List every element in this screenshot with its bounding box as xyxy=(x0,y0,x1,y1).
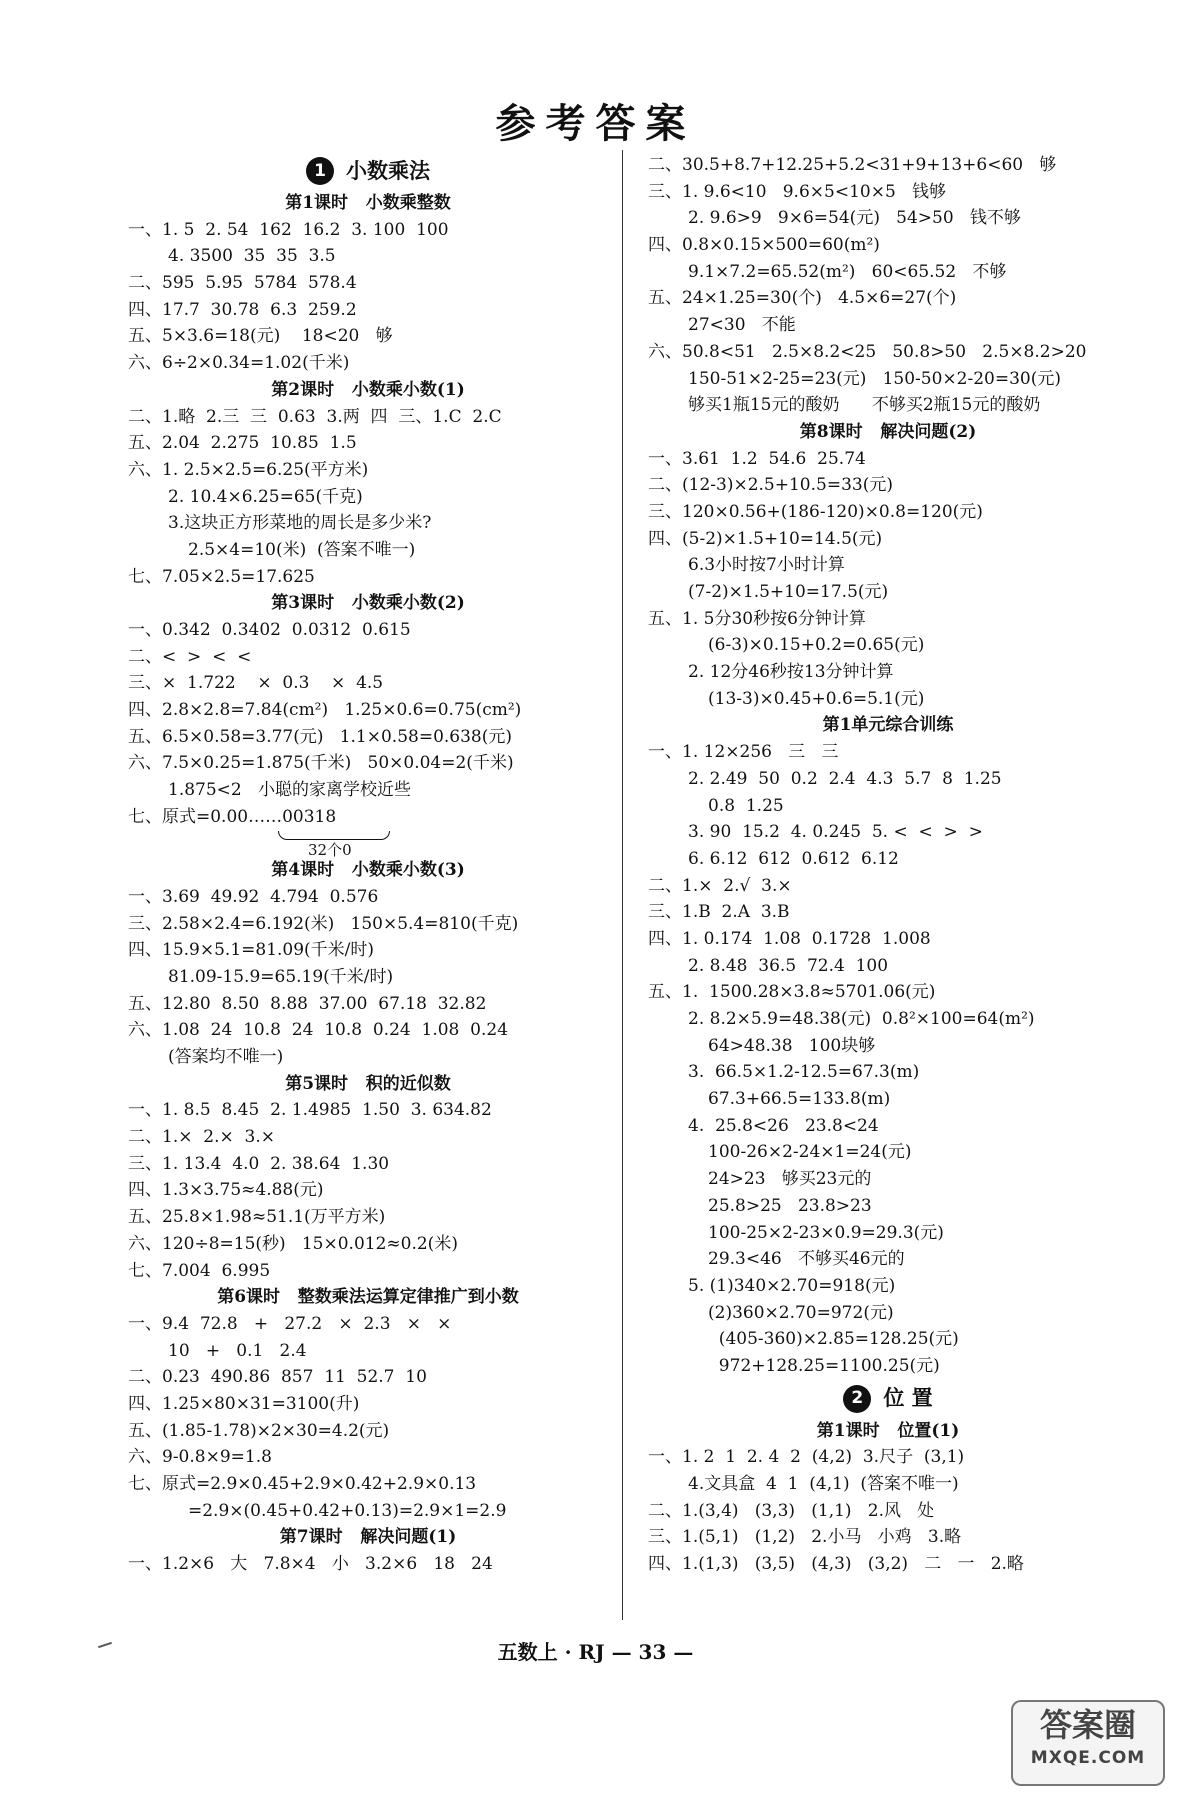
answer-line: 二、1.× 2.× 3.× xyxy=(128,1127,276,1148)
unit-heading xyxy=(128,154,608,188)
answer-line: 五、5×3.6=18(元) 18<20 够 xyxy=(128,326,393,347)
answer-line: 4. 3500 35 35 3.5 xyxy=(168,246,336,267)
answer-line: (7-2)×1.5+10=17.5(元) xyxy=(688,582,889,602)
answer-line: 2. 8.2×5.9=48.38(元) 0.8²×100=64(m²) xyxy=(688,1009,1035,1029)
answer-line: (2)360×2.70=972(元) xyxy=(708,1302,894,1323)
answer-line: 四、1.25×80×31=3100(升) xyxy=(128,1393,360,1414)
answer-line: 2. 10.4×6.25=65(千克) xyxy=(168,486,363,507)
lesson-heading: 第5课时 积的近似数 xyxy=(285,1073,451,1094)
lesson-heading: 第2课时 小数乘小数(1) xyxy=(271,379,465,400)
answer-line: (405-360)×2.85=128.25(元) xyxy=(708,1329,959,1350)
answer-line: 9.1×7.2=65.52(m²) 60<65.52 不够 xyxy=(688,261,1007,282)
answer-line: 四、1.(1,3) (3,5) (4,3) (3,2) 二 一 2.略 xyxy=(648,1554,1024,1575)
answer-line: 五、24×1.25=30(个) 4.5×6=27(个) xyxy=(648,288,957,309)
answer-line: 29.3<46 不够买46元的 xyxy=(708,1249,905,1270)
answer-line: 二、595 5.95 5784 578.4 xyxy=(128,273,357,294)
lesson-heading: 第3课时 小数乘小数(2) xyxy=(271,593,465,614)
answer-line: 四、(5-2)×1.5+10=14.5(元) xyxy=(648,528,883,549)
brace-label: 32个0 xyxy=(308,840,352,859)
unit-title: 小数乘法 xyxy=(346,157,430,183)
lesson-heading: 第7课时 解决问题(1) xyxy=(279,1527,457,1548)
lesson-heading: 第4课时 小数乘小数(3) xyxy=(271,860,465,881)
answer-line: 五、12.80 8.50 8.88 37.00 67.18 32.82 xyxy=(128,993,487,1014)
unit-number-badge: 2 xyxy=(843,1385,871,1413)
answer-line: 10 + 0.1 2.4 xyxy=(168,1340,307,1361)
watermark-logo xyxy=(1011,1700,1165,1786)
answer-line: 24>23 够买23元的 xyxy=(708,1169,872,1190)
brace-annotation xyxy=(128,831,608,858)
lesson-heading: 第1课时 位置(1) xyxy=(816,1420,960,1441)
answer-line: 四、1. 0.174 1.08 0.1728 1.008 xyxy=(648,928,931,949)
answer-line: 一、1. 8.5 8.45 2. 1.4985 1.50 3. 634.82 xyxy=(128,1100,492,1121)
unit-number-badge: 1 xyxy=(306,157,334,185)
answer-line: 一、1. 5 2. 54 162 16.2 3. 100 100 xyxy=(128,219,449,240)
answer-line: 五、25.8×1.98≈51.1(万平方米) xyxy=(128,1207,386,1228)
answer-line: 三、120×0.56+(186-120)×0.8=120(元) xyxy=(648,501,983,522)
answer-line: 六、50.8<51 2.5×8.2<25 50.8>50 2.5×8.2>20 xyxy=(648,341,1087,362)
lesson-heading: 第6课时 整数乘法运算定律推广到小数 xyxy=(217,1287,519,1308)
page-footer: 五数上 · RJ — 33 — xyxy=(497,1640,694,1664)
watermark-title: 答案圈 xyxy=(1039,1706,1136,1744)
answer-line: 三、× 1.722 × 0.3 × 4.5 xyxy=(128,673,384,694)
answer-line: 3.这块正方形菜地的周长是多少米? xyxy=(168,513,432,534)
answer-line: 0.8 1.25 xyxy=(708,795,784,816)
answer-line: 1.875<2 小聪的家离学校近些 xyxy=(168,780,411,801)
answer-line: 七、原式=0.00……00318 xyxy=(128,806,337,827)
answer-line: 二、(12-3)×2.5+10.5=33(元) xyxy=(648,475,893,496)
answer-line: 三、1. 9.6<10 9.6×5<10×5 钱够 xyxy=(648,181,946,202)
answer-line: 2.5×4=10(米) (答案不唯一) xyxy=(188,539,416,560)
answer-line: 五、6.5×0.58=3.77(元) 1.1×0.58=0.638(元) xyxy=(128,726,513,747)
right-column xyxy=(648,152,1128,1578)
answer-line: 六、1. 2.5×2.5=6.25(平方米) xyxy=(128,459,369,480)
answer-line: 五、1. 5分30秒按6分钟计算 xyxy=(648,608,866,629)
answer-line: 100-25×2-23×0.9=29.3(元) xyxy=(708,1222,944,1243)
answer-line: 二、0.23 490.86 857 11 52.7 10 xyxy=(128,1367,427,1388)
answer-line: 六、120÷8=15(秒) 15×0.012≈0.2(米) xyxy=(128,1233,458,1254)
answer-line: 七、原式=2.9×0.45+2.9×0.42+2.9×0.13 xyxy=(128,1474,477,1494)
answer-line: 64>48.38 100块够 xyxy=(708,1035,876,1056)
answer-line: 三、1.(5,1) (1,2) 2.小马 小鸡 3.略 xyxy=(648,1527,962,1548)
answer-line: 6.3小时按7小时计算 xyxy=(688,555,845,576)
answer-line: 四、1.3×3.75≈4.88(元) xyxy=(128,1180,324,1201)
answer-line: 五、2.04 2.275 10.85 1.5 xyxy=(128,433,357,454)
answer-line: 2. 12分46秒按13分钟计算 xyxy=(688,662,894,683)
watermark-url: MXQE.COM xyxy=(1030,1748,1146,1768)
answer-line: 2. 8.48 36.5 72.4 100 xyxy=(688,955,889,976)
answer-line: 2. 2.49 50 0.2 2.4 4.3 5.7 8 1.25 xyxy=(688,768,1002,789)
left-column xyxy=(128,152,608,1578)
answer-line: 四、0.8×0.15×500=60(m²) xyxy=(648,235,880,256)
answer-line: =2.9×(0.45+0.42+0.13)=2.9×1=2.9 xyxy=(188,1500,507,1521)
answer-line: 一、1. 2 1 2. 4 2 (4,2) 3.尺子 (3,1) xyxy=(648,1447,965,1468)
answer-line: 6. 6.12 612 0.612 6.12 xyxy=(688,848,899,869)
answer-line: 七、7.004 6.995 xyxy=(128,1260,271,1281)
answer-line: (6-3)×0.15+0.2=0.65(元) xyxy=(708,635,925,656)
unit-heading xyxy=(648,1382,1128,1416)
answer-line: 够买1瓶15元的酸奶 不够买2瓶15元的酸奶 xyxy=(688,395,1041,416)
answer-line: 二、1.× 2.√ 3.× xyxy=(648,875,792,896)
answer-line: 六、7.5×0.25=1.875(千米) 50×0.04=2(千米) xyxy=(128,753,514,774)
answer-line: 四、17.7 30.78 6.3 259.2 xyxy=(128,299,357,320)
answer-line: 二、1.略 2.三 三 0.63 3.两 四 三、1.C 2.C xyxy=(128,406,502,427)
answer-line: 三、2.58×2.4=6.192(米) 150×5.4=810(千克) xyxy=(128,913,519,934)
answer-line: 25.8>25 23.8>23 xyxy=(708,1195,872,1216)
lesson-heading: 第1单元综合训练 xyxy=(822,715,954,736)
column-divider xyxy=(622,150,623,1620)
answer-line: 一、0.342 0.3402 0.0312 0.615 xyxy=(128,620,411,640)
answer-line: 六、6÷2×0.34=1.02(千米) xyxy=(128,353,350,374)
answer-line: 五、1. 1500.28×3.8≈5701.06(元) xyxy=(648,982,936,1003)
answer-line: 3. 66.5×1.2-12.5=67.3(m) xyxy=(688,1062,920,1083)
answer-line: 67.3+66.5=133.8(m) xyxy=(708,1089,891,1110)
answer-line: 3. 90 15.2 4. 0.245 5. < < > > xyxy=(688,822,983,843)
answer-line: 150-51×2-25=23(元) 150-50×2-20=30(元) xyxy=(688,368,1062,389)
answer-line: 5. (1)340×2.70=918(元) xyxy=(688,1275,896,1296)
answer-line: 972+128.25=1100.25(元) xyxy=(708,1355,940,1376)
answer-line: 100-26×2-24×1=24(元) xyxy=(708,1142,912,1163)
answer-line: 4. 25.8<26 23.8<24 xyxy=(688,1115,879,1136)
answer-line: 一、1.2×6 大 7.8×4 小 3.2×6 18 24 xyxy=(128,1554,493,1575)
answer-line: 三、1.B 2.A 3.B xyxy=(648,902,790,923)
answer-line: 六、9-0.8×9=1.8 xyxy=(128,1447,272,1468)
answer-line: 六、1.08 24 10.8 24 10.8 0.24 1.08 0.24 xyxy=(128,1020,509,1041)
answer-line: 二、30.5+8.7+12.25+5.2<31+9+13+6<60 够 xyxy=(648,155,1057,175)
answer-line: 七、7.05×2.5=17.625 xyxy=(128,566,315,587)
unit-title: 位 置 xyxy=(883,1385,933,1411)
answer-line: 一、9.4 72.8 + 27.2 × 2.3 × × xyxy=(128,1313,452,1334)
lesson-heading: 第8课时 解决问题(2) xyxy=(799,421,977,442)
answer-line: 五、(1.85-1.78)×2×30=4.2(元) xyxy=(128,1420,390,1441)
answer-line: 2. 9.6>9 9×6=54(元) 54>50 钱不够 xyxy=(688,208,1021,229)
answer-line: 27<30 不能 xyxy=(688,315,796,336)
answer-line: 一、1. 12×256 三 三 xyxy=(648,742,839,763)
answer-line: 二、1.(3,4) (3,3) (1,1) 2.风 处 xyxy=(648,1500,935,1521)
page-title: 参考答案 xyxy=(495,100,696,147)
answer-line: (答案均不唯一) xyxy=(168,1047,284,1067)
answer-line: 4.文具盒 4 1 (4,1) (答案不唯一) xyxy=(688,1474,959,1494)
answer-line: 一、3.69 49.92 4.794 0.576 xyxy=(128,886,379,907)
answer-line: 四、15.9×5.1=81.09(千米/时) xyxy=(128,940,375,961)
answer-line: 81.09-15.9=65.19(千米/时) xyxy=(168,966,394,987)
answer-line: (13-3)×0.45+0.6=5.1(元) xyxy=(708,688,925,709)
lesson-heading: 第1课时 小数乘整数 xyxy=(285,193,451,213)
answer-line: 三、1. 13.4 4.0 2. 38.64 1.30 xyxy=(128,1153,390,1174)
answer-line: 一、3.61 1.2 54.6 25.74 xyxy=(648,448,866,469)
answer-line: 四、2.8×2.8=7.84(cm²) 1.25×0.6=0.75(cm²) xyxy=(128,700,522,721)
answer-line: 二、< > < < xyxy=(128,646,252,667)
